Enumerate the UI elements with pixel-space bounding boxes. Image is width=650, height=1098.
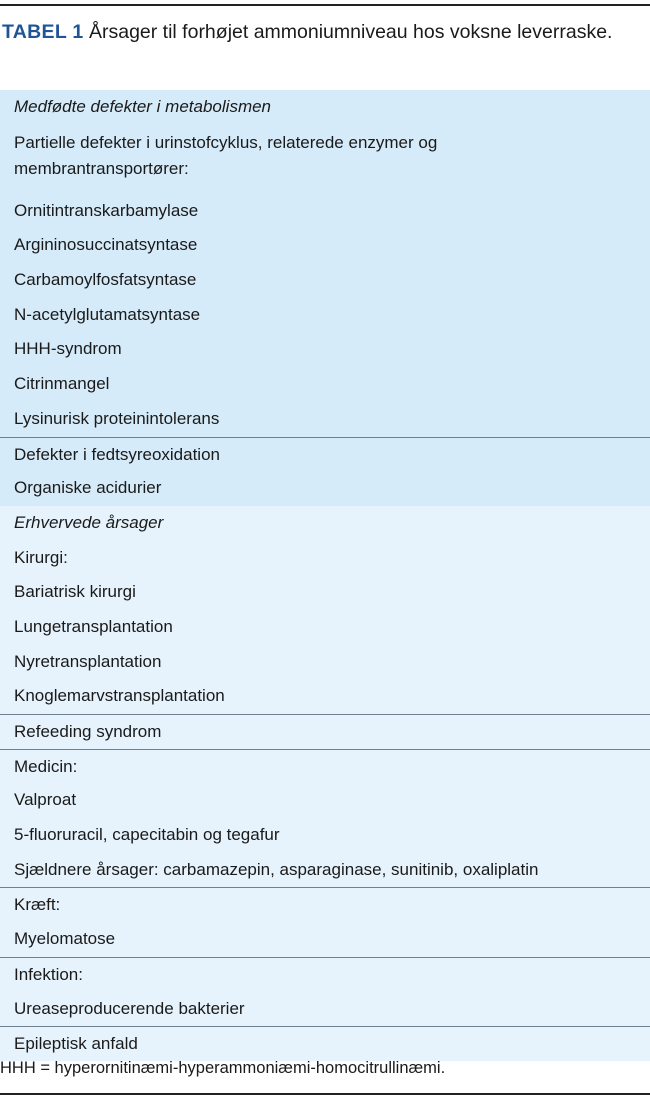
table-row: Knoglemarvstransplantation xyxy=(0,679,650,714)
table-row: Partielle defekter i urinstofcyklus, relaterede enzymer og membrantransportører: xyxy=(0,125,650,194)
table-row: Refeeding syndrom xyxy=(0,714,650,749)
bottom-rule xyxy=(0,1093,650,1095)
table-row: Nyretransplantation xyxy=(0,645,650,680)
table-row: HHH-syndrom xyxy=(0,332,650,367)
table-row: Defekter i fedtsyreoxidation xyxy=(0,437,650,472)
table-row: Citrinmangel xyxy=(0,367,650,402)
table-footnote: HHH = hyperornitinæmi-hyperammoniæmi-homocitrullinæmi. xyxy=(0,1059,446,1077)
top-rule xyxy=(0,4,650,6)
table-row: Valproat xyxy=(0,783,650,818)
table-row: Ureaseproducerende bakterier xyxy=(0,992,650,1027)
table-row: Medicin: xyxy=(0,749,650,784)
causes-table xyxy=(0,90,650,1061)
table-row: Epileptisk anfald xyxy=(0,1026,650,1061)
table-label: TABEL 1 xyxy=(2,21,84,43)
table-row: Lysinurisk proteinintolerans xyxy=(0,402,650,437)
table-row: Lungetransplantation xyxy=(0,610,650,645)
table-row: Kirurgi: xyxy=(0,541,650,576)
table-row: Carbamoylfosfatsyntase xyxy=(0,263,650,298)
table-row: Ornitintranskarbamylase xyxy=(0,194,650,229)
section-heading-acquired: Erhvervede årsager xyxy=(0,506,650,541)
table-row: Organiske acidurier xyxy=(0,471,650,506)
table-title: Årsager til forhøjet ammoniumniveau hos voksne leverraske. xyxy=(83,21,613,43)
section-heading-congenital: Medfødte defekter i metabolismen xyxy=(0,90,650,125)
table-row: Sjældnere årsager: carbamazepin, asparaginase, sunitinib, oxaliplatin xyxy=(0,853,650,888)
table-row: Kræft: xyxy=(0,887,650,922)
table-row: Myelomatose xyxy=(0,922,650,957)
table-row: 5-fluoruracil, capecitabin og tegafur xyxy=(0,818,650,853)
table-row: Infektion: xyxy=(0,957,650,992)
table-row: Bariatrisk kirurgi xyxy=(0,575,650,610)
table-row: N-acetylglutamatsyntase xyxy=(0,298,650,333)
table-caption xyxy=(2,19,642,46)
table-row: Argininosuccinatsyntase xyxy=(0,228,650,263)
